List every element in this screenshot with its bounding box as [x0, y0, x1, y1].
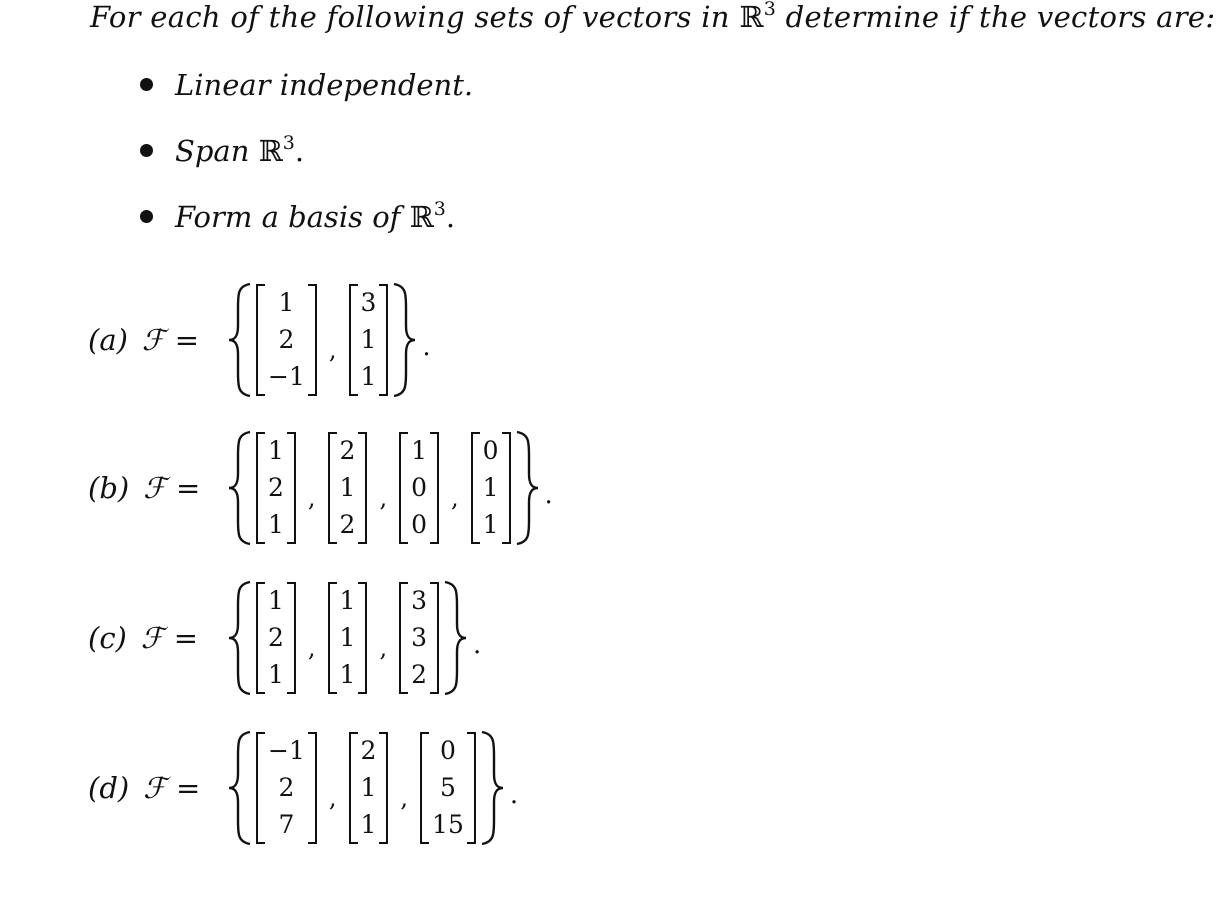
vector-entries	[265, 432, 287, 544]
dimension-exponent: 3	[433, 198, 446, 220]
vector-entries	[265, 732, 308, 844]
left-bracket	[420, 732, 429, 844]
vector-entry: 3	[360, 287, 377, 317]
vector-entry: 1	[339, 472, 356, 502]
vector-entry: 1	[278, 287, 295, 317]
right-bracket	[430, 432, 439, 544]
vector-entry: 2	[339, 435, 356, 465]
criterion-linear-independent	[140, 68, 473, 102]
right-bracket	[379, 732, 388, 844]
column-vector	[349, 284, 389, 396]
problem-c	[88, 578, 1188, 698]
vector-entry: 1	[268, 585, 284, 615]
comma-separator: ,	[400, 784, 409, 812]
vector-entry: −1	[268, 362, 305, 392]
left-bracket	[256, 432, 265, 544]
equals-sign: =	[176, 471, 201, 505]
left-brace	[226, 428, 256, 548]
right-bracket	[502, 432, 511, 544]
vector-entries	[408, 582, 430, 694]
right-brace	[476, 728, 506, 848]
vector-entry: 1	[482, 510, 499, 540]
left-bracket	[256, 732, 265, 844]
problem-label	[88, 771, 200, 805]
problem-letter: (c)	[88, 621, 127, 655]
column-vector	[328, 582, 368, 694]
vector-entries	[337, 582, 359, 694]
vector-entry: 1	[339, 585, 356, 615]
column-vector	[399, 582, 439, 694]
vector-entry: 2	[268, 472, 284, 502]
right-bracket	[287, 432, 296, 544]
dimension-exponent: 3	[763, 0, 777, 20]
vector-entry: 1	[268, 435, 284, 465]
right-bracket	[379, 284, 388, 396]
comma-separator: ,	[307, 634, 316, 662]
vector-entries	[265, 582, 287, 694]
vector-entry: −1	[268, 735, 305, 765]
vector-set	[226, 728, 518, 848]
right-brace	[511, 428, 541, 548]
column-vector	[256, 432, 296, 544]
vector-set	[226, 280, 431, 400]
problem-d	[88, 728, 1188, 848]
vector-entries	[429, 732, 467, 844]
vector-entry: 2	[278, 324, 295, 354]
column-vector	[420, 732, 476, 844]
vector-entry: 1	[268, 510, 284, 540]
column-vector	[256, 732, 317, 844]
comma-separator: ,	[307, 484, 316, 512]
problem-letter: (b)	[88, 471, 130, 505]
right-bracket	[287, 582, 296, 694]
real-space-symbol: ℝ	[739, 0, 764, 34]
set-period: .	[544, 480, 553, 510]
problem-a	[88, 280, 1188, 400]
problem-b	[88, 428, 1188, 548]
bullet-dot-icon	[140, 210, 153, 223]
left-bracket	[349, 284, 358, 396]
vector-entry: 0	[482, 435, 499, 465]
criterion-period: .	[445, 200, 456, 234]
comma-separator: ,	[328, 784, 337, 812]
vector-entry: 1	[360, 362, 377, 392]
criterion-text: Span	[175, 134, 250, 168]
vector-entry: 2	[268, 622, 284, 652]
comma-separator: ,	[379, 634, 388, 662]
right-bracket	[430, 582, 439, 694]
right-bracket	[467, 732, 476, 844]
set-symbol: ℱ	[143, 771, 167, 805]
left-bracket	[256, 582, 265, 694]
left-brace	[226, 728, 256, 848]
problem-letter: (d)	[88, 771, 130, 805]
comma-separator: ,	[328, 336, 337, 364]
left-bracket	[328, 432, 337, 544]
bullet-dot-icon	[140, 78, 153, 91]
intro-text-before: For each of the following sets of vectors in	[90, 0, 730, 34]
vector-entry: 1	[360, 772, 377, 802]
vector-entries	[358, 732, 380, 844]
vector-entries	[358, 284, 380, 396]
problem-label	[88, 323, 199, 357]
left-bracket	[328, 582, 337, 694]
set-symbol: ℱ	[140, 621, 164, 655]
problem-label	[88, 471, 200, 505]
vector-entry: 2	[411, 660, 427, 690]
column-vector	[349, 732, 389, 844]
real-space-symbol: ℝ	[258, 134, 283, 168]
equals-sign: =	[176, 771, 201, 805]
column-vector	[399, 432, 439, 544]
vector-entry: 2	[278, 772, 295, 802]
equals-sign: =	[174, 323, 200, 357]
vector-entry: 1	[268, 660, 284, 690]
vector-entry: 3	[411, 585, 427, 615]
vector-set	[226, 578, 481, 698]
right-bracket	[358, 432, 367, 544]
vector-entries	[480, 432, 502, 544]
column-vector	[328, 432, 368, 544]
set-period: .	[473, 630, 482, 660]
set-period: .	[509, 780, 519, 810]
vector-entry: 1	[360, 324, 377, 354]
left-brace	[226, 578, 256, 698]
real-space-symbol: ℝ	[409, 200, 434, 234]
criterion-period: .	[294, 134, 305, 168]
left-brace	[226, 280, 256, 400]
set-period: .	[422, 332, 431, 362]
column-vector	[256, 284, 317, 396]
criterion-text: Linear independent.	[175, 68, 474, 102]
vector-entry: 2	[360, 735, 377, 765]
vector-entry: 1	[482, 472, 499, 502]
vector-entry: 1	[411, 435, 427, 465]
criterion-text: Form a basis of	[175, 200, 401, 234]
vector-entry: 2	[339, 510, 356, 540]
intro-sentence	[90, 0, 1215, 34]
left-bracket	[349, 732, 358, 844]
vector-entries	[408, 432, 430, 544]
problem-label	[88, 621, 198, 655]
column-vector	[256, 582, 296, 694]
vector-entry: 1	[339, 622, 356, 652]
right-bracket	[308, 284, 317, 396]
set-symbol: ℱ	[141, 323, 165, 357]
criterion-span	[140, 134, 304, 168]
column-vector	[471, 432, 511, 544]
vector-entries	[337, 432, 359, 544]
comma-separator: ,	[451, 484, 459, 512]
vector-entry: 5	[440, 772, 456, 802]
comma-separator: ,	[379, 484, 388, 512]
vector-entry: 3	[411, 622, 427, 652]
vector-entries	[265, 284, 308, 396]
vector-entry: 0	[411, 472, 427, 502]
right-brace	[388, 280, 418, 400]
right-brace	[439, 578, 469, 698]
left-bracket	[399, 432, 408, 544]
left-bracket	[471, 432, 480, 544]
intro-text-after: determine if the vectors are:	[785, 0, 1216, 34]
left-bracket	[256, 284, 265, 396]
problem-letter: (a)	[88, 323, 128, 357]
dimension-exponent: 3	[282, 132, 295, 154]
vector-entry: 1	[360, 810, 377, 840]
set-symbol: ℱ	[143, 471, 167, 505]
equals-sign: =	[173, 621, 198, 655]
vector-entry: 0	[411, 510, 427, 540]
right-bracket	[358, 582, 367, 694]
right-bracket	[308, 732, 317, 844]
vector-entry: 15	[432, 810, 464, 840]
bullet-dot-icon	[140, 144, 153, 157]
vector-entry: 7	[278, 810, 295, 840]
left-bracket	[399, 582, 408, 694]
vector-entry: 0	[440, 735, 456, 765]
vector-set	[226, 428, 553, 548]
criterion-basis	[140, 200, 455, 234]
vector-entry: 1	[339, 660, 356, 690]
